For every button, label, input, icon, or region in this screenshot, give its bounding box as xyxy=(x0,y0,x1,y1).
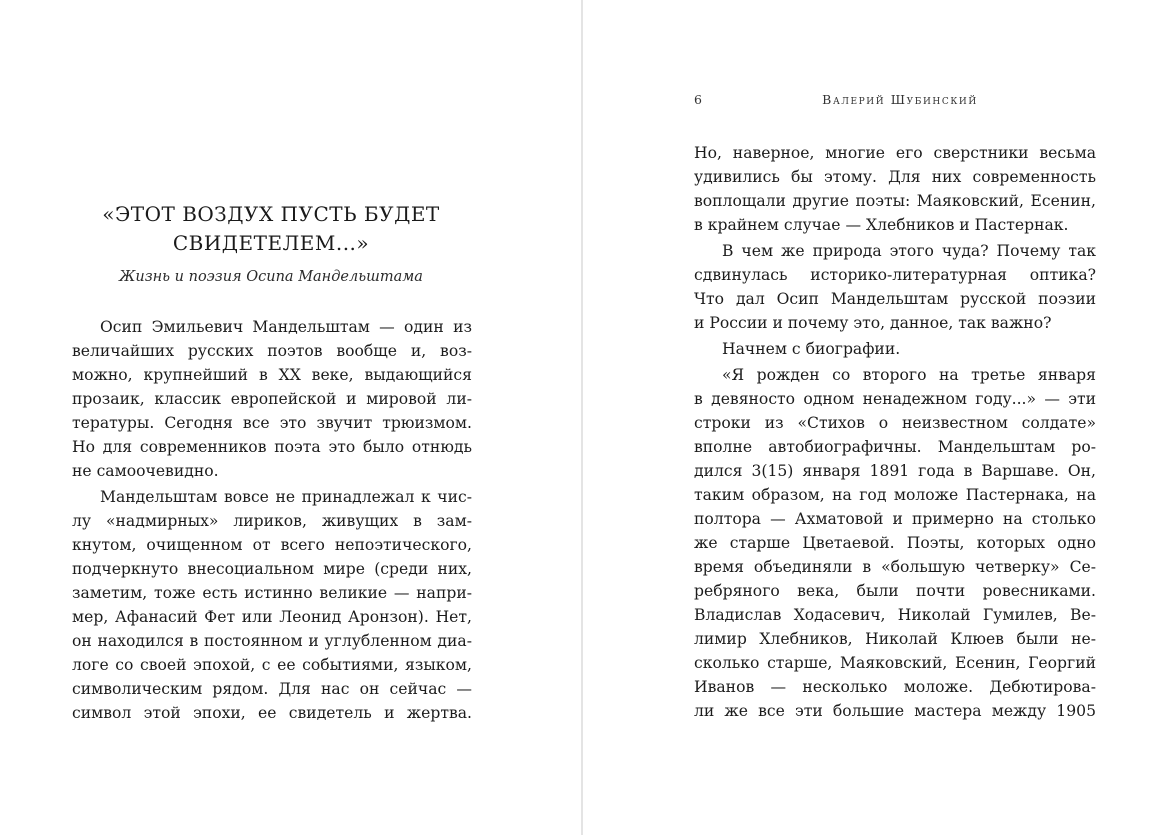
text-line: удивились бы этому. Для них современность xyxy=(694,168,1096,186)
text-line: не самоочевидно. xyxy=(72,462,219,480)
text-line: тературы. Сегодня все это звучит трюизмом. xyxy=(72,414,472,432)
text-line: сколько старше, Маяковский, Есенин, Георгий xyxy=(694,654,1096,672)
text-line: полтора — Ахматовой и примерно на столько xyxy=(694,510,1096,528)
chapter-title xyxy=(70,200,472,258)
text-line: Мандельштам вовсе не принадлежал к чис- xyxy=(100,488,472,506)
text-line: можно, крупнейший в XX веке, выдающийся xyxy=(72,366,472,384)
text-line: сдвинулась историко-литературная оптика? xyxy=(694,266,1096,284)
text-line: строки из «Стихов о неизвестном солдате» xyxy=(694,414,1096,432)
text-line: ребряного века, были почти ровесниками. xyxy=(694,582,1096,600)
text-line: Но, наверное, многие его сверстники весьма xyxy=(694,144,1096,162)
text-line: прозаик, классик европейской и мировой ли- xyxy=(72,390,472,408)
text-line: лимир Хлебников, Николай Клюев были не- xyxy=(694,630,1096,648)
text-line: вполне автобиографичны. Мандельштам ро- xyxy=(694,438,1096,456)
chapter-title-line-2: СВИДЕТЕЛЕМ...» xyxy=(172,231,370,255)
text-line: лу «надмирных» лириков, живущих в зам- xyxy=(72,512,472,530)
text-line: кнутом, очищенном от всего непоэтического, xyxy=(72,536,472,554)
text-line: В чем же природа этого чуда? Почему так xyxy=(722,242,1096,260)
text-line: Что дал Осип Мандельштам русской поэзии xyxy=(694,290,1096,308)
text-line: заметим, тоже есть истинно великие — напри- xyxy=(72,584,472,602)
text-line: величайших русских поэтов вообще и, воз- xyxy=(72,342,472,360)
page-number: 6 xyxy=(694,92,702,107)
text-line: Осип Эмильевич Мандельштам — один из xyxy=(100,318,472,336)
text-line: в крайнем случае — Хлебников и Пастернак. xyxy=(694,216,1069,234)
chapter-subtitle: Жизнь и поэзия Осипа Мандельштама xyxy=(119,269,423,285)
text-line: Иванов — несколько моложе. Дебютирова- xyxy=(694,678,1096,696)
text-line: в девяносто одном ненадежном году...» — эти xyxy=(694,390,1096,408)
text-line: мер, Афанасий Фет или Леонид Аронзон). Нет, xyxy=(72,608,472,626)
text-line: он находился в постоянном и углубленном диа- xyxy=(72,632,472,650)
text-line: символическим рядом. Для нас он сейчас — xyxy=(72,680,472,698)
text-line: воплощали другие поэты: Маяковский, Есенин, xyxy=(694,192,1096,210)
text-line: Но для современников поэта это было отнюдь xyxy=(72,438,472,456)
book-gutter xyxy=(581,0,583,835)
text-line: и России и почему это, данное, так важно? xyxy=(694,314,1052,332)
text-line: ли же все эти большие мастера между 1905 xyxy=(694,702,1096,720)
text-line: время объединяли в «большую четверку» Се- xyxy=(694,558,1096,576)
text-line: таким образом, на год моложе Пастернака, на xyxy=(694,486,1096,504)
chapter-title-line-1: «ЭТОТ ВОЗДУХ ПУСТЬ БУДЕТ xyxy=(102,202,440,226)
text-line: символ этой эпохи, ее свидетель и жертва. xyxy=(72,704,472,722)
text-line: «Я рожден со второго на третье января xyxy=(722,366,1096,384)
running-head-author: Валерий Шубинский xyxy=(822,92,978,107)
text-line: логе со своей эпохой, с ее событиями, языком, xyxy=(72,656,472,674)
text-line: подчеркнуто внесоциальном мире (среди них, xyxy=(72,560,472,578)
text-line: дился 3(15) января 1891 года в Варшаве. Он, xyxy=(694,462,1096,480)
text-line: Владислав Ходасевич, Николай Гумилев, Ве- xyxy=(694,606,1096,624)
text-line: же старше Цветаевой. Поэты, которых одно xyxy=(694,534,1096,552)
text-line: Начнем с биографии. xyxy=(722,340,901,358)
